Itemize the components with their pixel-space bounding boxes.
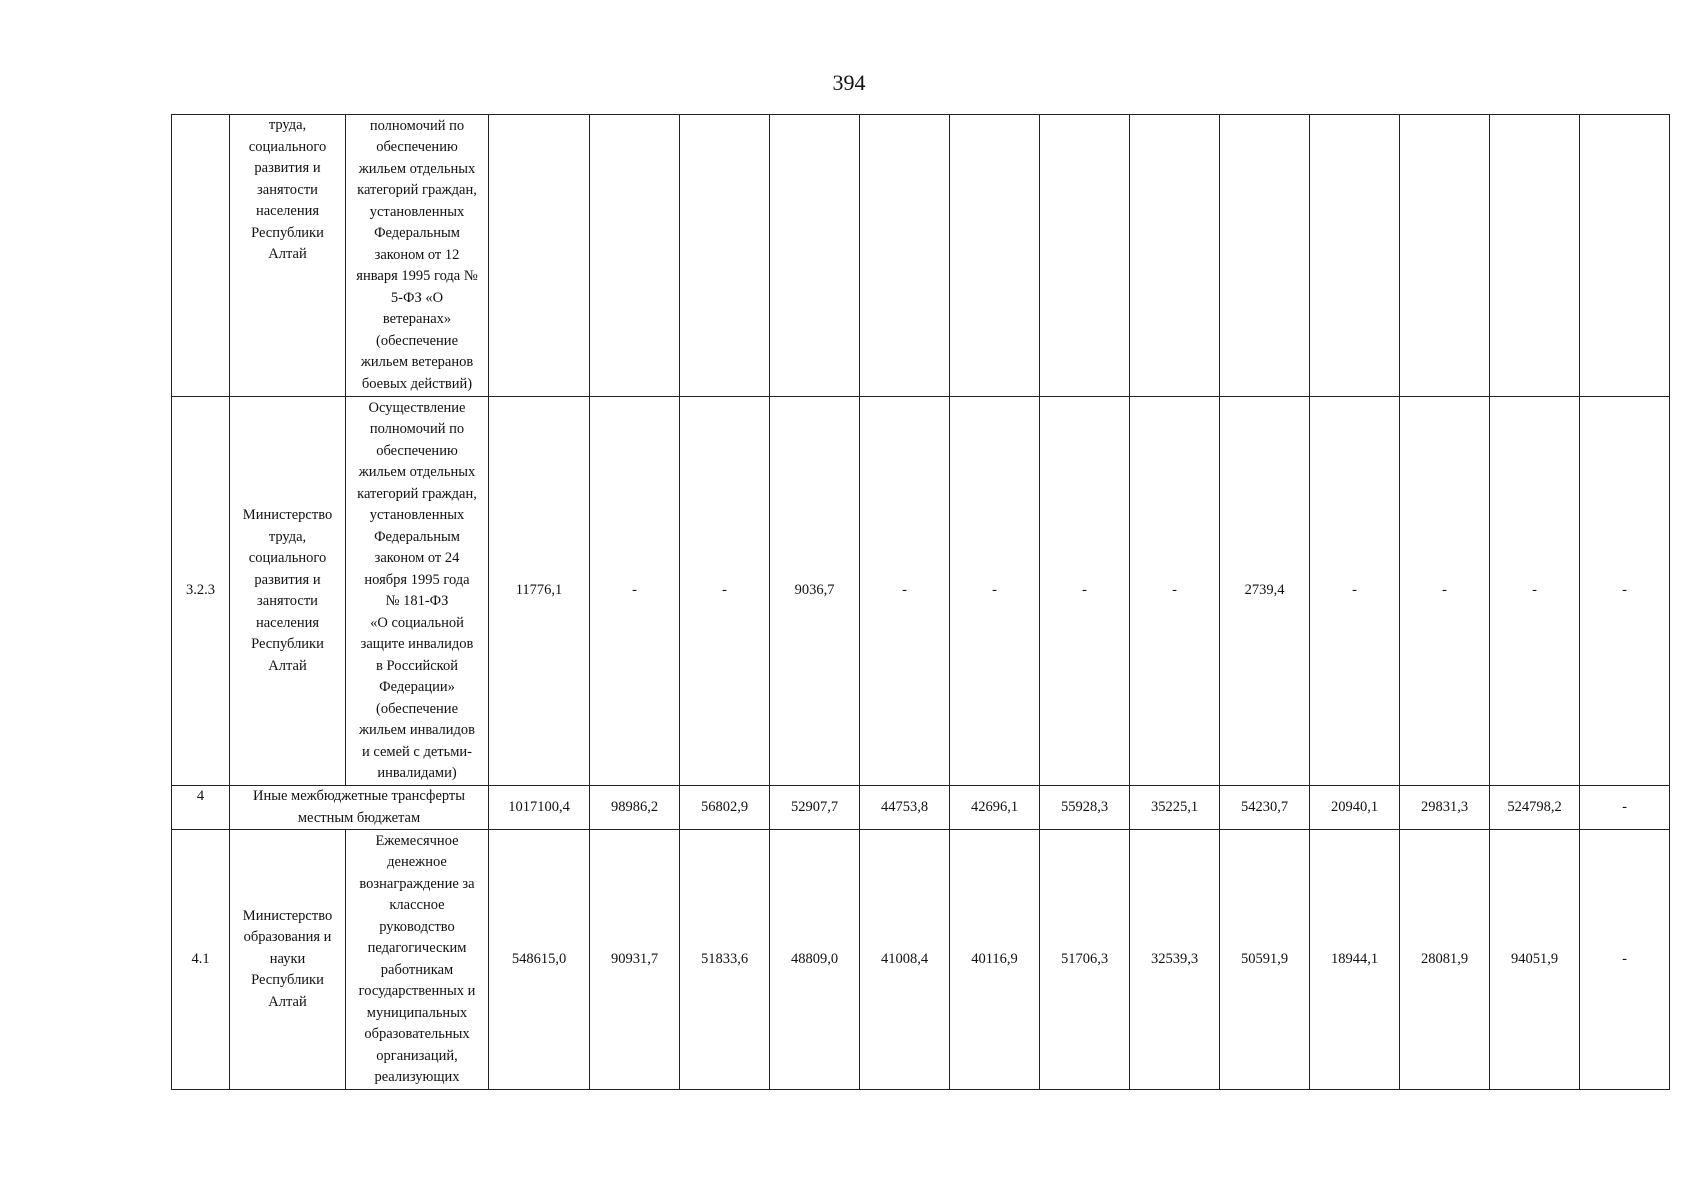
value-cell bbox=[489, 115, 590, 397]
value-cell: 48809,0 bbox=[770, 830, 860, 1090]
value-cell: 98986,2 bbox=[590, 786, 680, 830]
value-cell: 2739,4 bbox=[1220, 397, 1310, 786]
value-cell: - bbox=[1580, 786, 1670, 830]
value-cell bbox=[590, 115, 680, 397]
value-cell bbox=[1310, 115, 1400, 397]
section-label-cell: Иные межбюджетные трансферты местным бюджетам bbox=[230, 786, 489, 830]
page-number: 394 bbox=[832, 70, 866, 95]
executor-cell: Министерство труда, социального развития и занятости населения Республики Алтай bbox=[230, 397, 346, 786]
value-cell: - bbox=[1040, 397, 1130, 786]
value-cell: - bbox=[860, 397, 950, 786]
value-cell: - bbox=[1400, 397, 1490, 786]
value-cell: 52907,7 bbox=[770, 786, 860, 830]
value-cell: 40116,9 bbox=[950, 830, 1040, 1090]
value-cell: 28081,9 bbox=[1400, 830, 1490, 1090]
value-cell: - bbox=[950, 397, 1040, 786]
value-cell: 90931,7 bbox=[590, 830, 680, 1090]
value-cell: - bbox=[1580, 830, 1670, 1090]
executor-cell: Министерство образования и науки Республики Алтай bbox=[230, 830, 346, 1090]
value-cell bbox=[860, 115, 950, 397]
value-cell bbox=[1130, 115, 1220, 397]
value-cell: 524798,2 bbox=[1490, 786, 1580, 830]
value-cell: 55928,3 bbox=[1040, 786, 1130, 830]
value-cell: 32539,3 bbox=[1130, 830, 1220, 1090]
row-number-cell: 4 bbox=[172, 786, 230, 830]
value-cell: 11776,1 bbox=[489, 397, 590, 786]
value-cell bbox=[950, 115, 1040, 397]
value-cell bbox=[1040, 115, 1130, 397]
description-cell: Осуществление полномочий по обеспечению жильем отдельных категорий граждан, установленных Федеральным законом от 24 ноября 1995 года № 181-ФЗ «О социальной защите инвалидов в Российской Федерации» (обеспечение жильем инвалидов и семей с детьми- инвалидами) bbox=[346, 397, 489, 786]
value-cell: 42696,1 bbox=[950, 786, 1040, 830]
value-cell: 41008,4 bbox=[860, 830, 950, 1090]
value-cell bbox=[1400, 115, 1490, 397]
value-cell: 20940,1 bbox=[1310, 786, 1400, 830]
row-number-cell: 3.2.3 bbox=[172, 397, 230, 786]
value-cell: - bbox=[1130, 397, 1220, 786]
value-cell bbox=[1580, 115, 1670, 397]
table-row bbox=[172, 115, 1670, 397]
value-cell: 56802,9 bbox=[680, 786, 770, 830]
description-cell: полномочий по обеспечению жильем отдельных категорий граждан, установленных Федеральным законом от 12 января 1995 года № 5-ФЗ «О ветеранах» (обеспечение жильем ветеранов боевых действий) bbox=[346, 115, 489, 397]
value-cell: 54230,7 bbox=[1220, 786, 1310, 830]
value-cell: 18944,1 bbox=[1310, 830, 1400, 1090]
value-cell bbox=[770, 115, 860, 397]
value-cell: 50591,9 bbox=[1220, 830, 1310, 1090]
table-row bbox=[172, 830, 1670, 1090]
value-cell bbox=[680, 115, 770, 397]
executor-cell: труда, социального развития и занятости населения Республики Алтай bbox=[230, 115, 346, 397]
value-cell bbox=[1490, 115, 1580, 397]
table-row bbox=[172, 397, 1670, 786]
value-cell: 44753,8 bbox=[860, 786, 950, 830]
row-number-cell: 4.1 bbox=[172, 830, 230, 1090]
value-cell: 1017100,4 bbox=[489, 786, 590, 830]
table-row bbox=[172, 786, 1670, 830]
value-cell: 51706,3 bbox=[1040, 830, 1130, 1090]
value-cell: - bbox=[1580, 397, 1670, 786]
value-cell: - bbox=[1490, 397, 1580, 786]
description-cell: Ежемесячное денежное вознаграждение за классное руководство педагогическим работникам государственных и муниципальных образовательных организаций, реализующих bbox=[346, 830, 489, 1090]
value-cell: - bbox=[1310, 397, 1400, 786]
value-cell: - bbox=[680, 397, 770, 786]
budget-table bbox=[171, 114, 1670, 1090]
value-cell: 548615,0 bbox=[489, 830, 590, 1090]
value-cell: 51833,6 bbox=[680, 830, 770, 1090]
value-cell: 35225,1 bbox=[1130, 786, 1220, 830]
value-cell: 9036,7 bbox=[770, 397, 860, 786]
value-cell: 29831,3 bbox=[1400, 786, 1490, 830]
value-cell: - bbox=[590, 397, 680, 786]
value-cell bbox=[1220, 115, 1310, 397]
row-number-cell bbox=[172, 115, 230, 397]
value-cell: 94051,9 bbox=[1490, 830, 1580, 1090]
